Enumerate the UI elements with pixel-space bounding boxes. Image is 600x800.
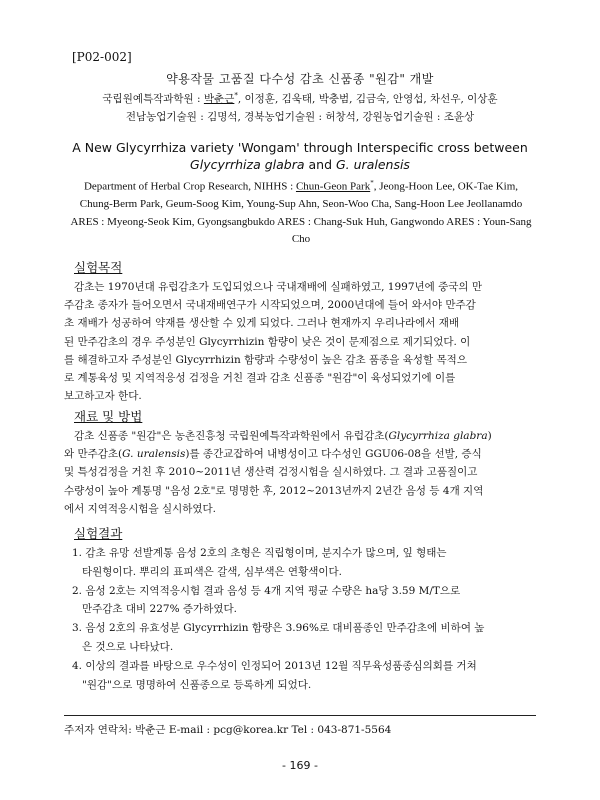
- species-uralensis: G. uralensis: [336, 157, 410, 172]
- contact-info: 주저자 연락처: 박춘근 E-mail : pcg@korea.kr Tel : 043-871-5564: [64, 724, 392, 736]
- purpose-line: 감초는 1970년대 유럽감초가 도입되었으나 국내재배에 실패하였고, 1997년에 중국의 만: [74, 281, 483, 293]
- section-heading-purpose: 실험목적: [74, 260, 123, 275]
- title-and: and: [304, 157, 336, 172]
- abstract-code: [P02-002]: [72, 50, 132, 64]
- methods-text: 와 만주감초(: [64, 448, 123, 461]
- methods-text: ): [487, 430, 492, 442]
- methods-line: [64, 445, 538, 463]
- korean-authors-line2: 전남농업기술원 : 김명석, 경북농업기술원 : 허창석, 강원농업기술원 : 조윤상: [125, 111, 475, 123]
- methods-line: 에서 지역적응시험을 실시하였다.: [64, 502, 217, 515]
- results-item: 4. 이상의 결과를 바탕으로 우수성이 인정되어 2013년 12월 직무육성품종심의회를 거쳐: [72, 659, 477, 672]
- english-affiliation-rest: , Jeong-Hoon Lee, OK-Tae Kim, Chung-Berm Park, Geum-Soog Kim, Young-Sup Ahn, Seon-Woo Cha, Sang-Hoon Lee Jeollanamdo ARES : Myeong-Seok Kim, Gyongsangbukdo ARES : Chang-Suk Huh, Gangwondo ARES : Youn-Sang Cho: [70, 180, 532, 246]
- results-item: 1. 감초 유망 선발계통 음성 2호의 초형은 직립형이며, 분지수가 많으며, 잎 형태는: [72, 547, 447, 559]
- results-item-continued: 만주감초 대비 227% 증가하였다.: [82, 603, 237, 616]
- purpose-line: 된 만주감초의 경우 주성분인 Glycyrrhizin 함량이 낮은 것이 문제점으로 제기되었다. 이: [64, 335, 471, 348]
- purpose-line: 로 계통육성 및 지역적응성 검정을 거친 결과 감초 신품종 "원감"이 육성되었기에 이를: [64, 372, 456, 385]
- english-title-line2: [0, 157, 600, 172]
- results-item: 3. 음성 2호의 유효성분 Glycyrrhizin 함량은 3.96%로 대비품종인 만주감초에 비하여 높: [72, 622, 485, 635]
- korean-authors-rest: , 이정훈, 김욱태, 박충범, 김금숙, 안영섭, 차선우, 이상훈: [237, 93, 498, 105]
- methods-text: )를 종간교잡하여 내병성이고 다수성인 GGU06-08을 선발, 증식: [185, 448, 482, 461]
- corresponding-author-kr: 박춘근: [203, 93, 235, 105]
- footer-divider: [64, 715, 536, 716]
- purpose-line: 를 해결하고자 주성분인 Glycyrrhizin 함량과 수량성이 높은 감초 품종을 육성할 목적으: [64, 353, 467, 366]
- purpose-line: 보고하고자 한다.: [64, 390, 142, 403]
- korean-affiliation-prefix: 국립원예특작과학원 :: [102, 93, 204, 105]
- korean-authors-line1: [0, 91, 600, 106]
- corresponding-mark: *: [234, 91, 238, 100]
- results-list: [64, 544, 538, 694]
- korean-title: 약용작물 고품질 다수성 감초 신품종 "원감" 개발: [166, 72, 434, 86]
- purpose-paragraph: [64, 278, 538, 405]
- corresponding-mark-en: *: [370, 179, 374, 187]
- english-title-line1: A New Glycyrrhiza variety 'Wongam' through Interspecific cross between: [72, 140, 528, 155]
- results-item-continued: "원감"으로 명명하여 신품종으로 등록하게 되었다.: [82, 678, 312, 691]
- section-heading-methods: 재료 및 방법: [74, 409, 143, 424]
- english-affiliations: [68, 175, 534, 249]
- species-glabra: Glycyrrhiza glabra: [190, 157, 305, 172]
- methods-species-italic: Glycyrrhiza glabra: [388, 430, 488, 442]
- methods-line: 수량성이 높아 계통명 "음성 2호"로 명명한 후, 2012~2013년까지 2년간 음성 등 4개 지역: [64, 484, 484, 497]
- section-heading-results: 실험결과: [74, 526, 123, 541]
- methods-text: 감초 신품종 "원감"은 농촌진흥청 국립원예특작과학원에서 유럽감초(: [74, 430, 389, 442]
- purpose-line: 초 재배가 성공하여 약재를 생산할 수 있게 되었다. 그러나 현재까지 우리나라에서 재배: [64, 317, 460, 330]
- results-item-continued: 타원형이다. 뿌리의 표피색은 갈색, 심부색은 연황색이다.: [82, 565, 342, 578]
- corresponding-author-en: Chun-Geon Park: [295, 180, 371, 193]
- purpose-line: 주감초 종자가 들어오면서 국내재배연구가 시작되었으며, 2000년대에 들어 와서야 만주감: [64, 299, 476, 312]
- english-affiliation-prefix: Department of Herbal Crop Research, NIHHS :: [83, 180, 296, 193]
- methods-line: 및 특성검정을 거친 후 2010~2011년 생산력 검정시험을 실시하였다. 그 결과 고품질이고: [64, 466, 478, 479]
- methods-species-italic: G. uralensis: [122, 448, 186, 461]
- results-item-continued: 은 것으로 나타났다.: [82, 640, 174, 653]
- results-item: 2. 음성 2호는 지역적응시험 결과 음성 등 4개 지역 평균 수량은 ha당 3.59 M/T으로: [72, 584, 461, 597]
- page-number: - 169 -: [282, 759, 318, 772]
- methods-line: [64, 427, 538, 445]
- methods-paragraph: [64, 427, 538, 518]
